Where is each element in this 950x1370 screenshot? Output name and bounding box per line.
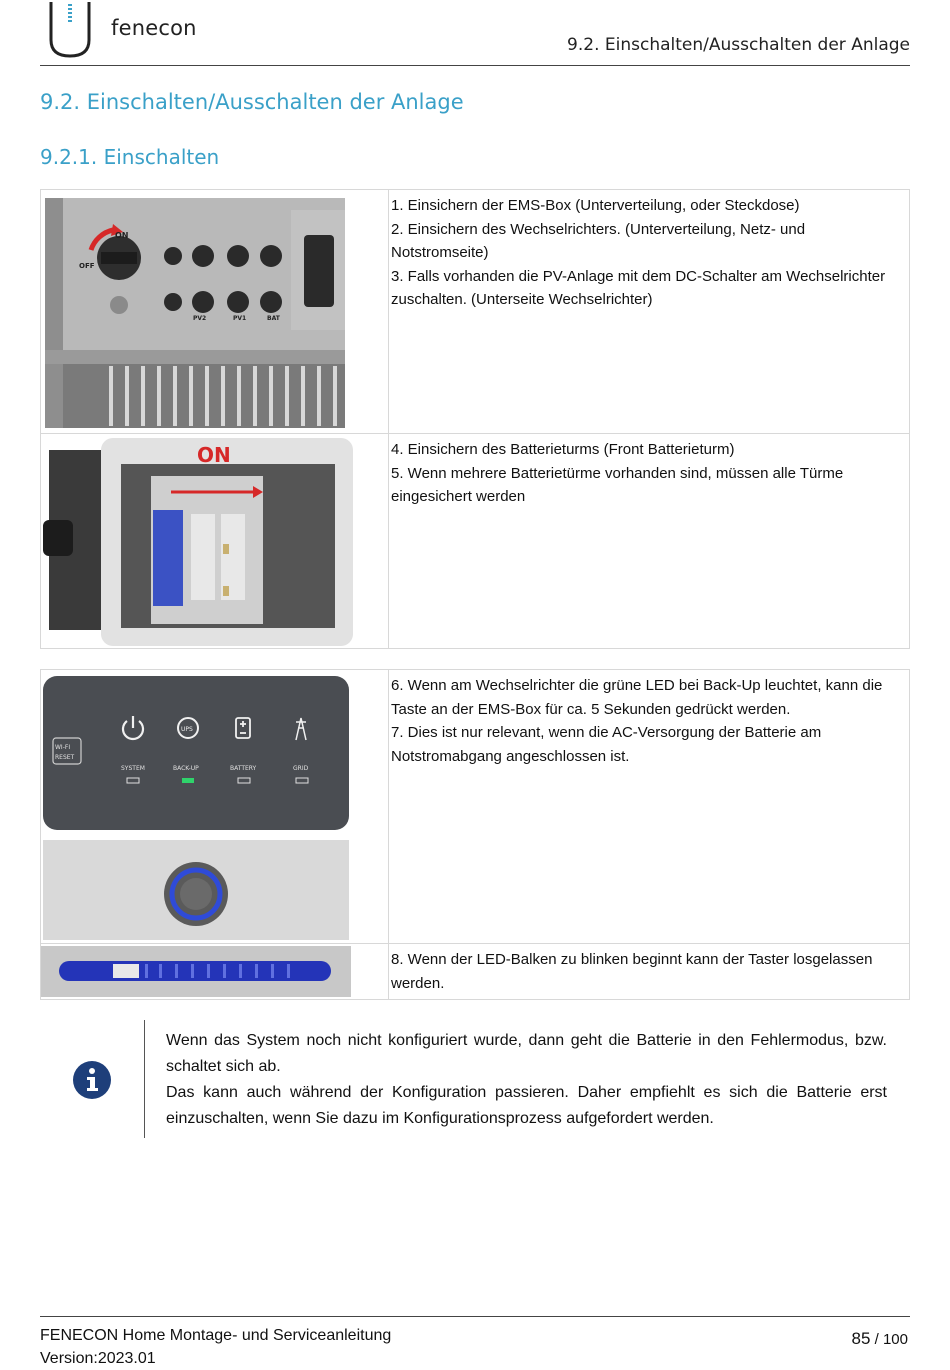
led-bar-image xyxy=(41,944,388,999)
battery-image-cell xyxy=(41,434,389,649)
step-line: 5. Wenn mehrere Batterietürme vorhanden sind, müssen alle Türme xyxy=(391,464,844,482)
note-divider xyxy=(144,1020,145,1138)
step-line: eingesichert werden xyxy=(391,488,526,506)
grid-label: GRID xyxy=(293,765,309,772)
step-line: 7. Dies ist nur relevant, wenn die AC-Versorgung der Batterie am xyxy=(391,724,822,742)
step-line: 3. Falls vorhanden die PV-Anlage mit dem DC-Schalter am Wechselrichter xyxy=(391,267,886,285)
step-line: Notstromseite) xyxy=(391,244,489,262)
step-text-6-7 xyxy=(389,670,910,944)
footer-doc-title: FENECON Home Montage- und Serviceanleitung xyxy=(40,1327,392,1344)
footer-divider xyxy=(40,1316,910,1317)
page-current: 85 xyxy=(851,1329,871,1348)
note-paragraph-2: Das kann auch während der Konfiguration passieren. Daher empfiehlt es sich die Batterie erst einzuschalten, wenn Sie dazu im Konfigurationsprozess aufgefordert werden. xyxy=(166,1084,887,1127)
bat-label: BAT xyxy=(267,315,280,322)
battery-breaker-image xyxy=(41,434,388,648)
panel-image-cell xyxy=(41,670,389,944)
page-number xyxy=(852,1329,908,1349)
ups-label: UPS xyxy=(181,726,193,733)
pv2-label: PV2 xyxy=(193,315,207,322)
note-text xyxy=(166,1028,887,1132)
step-line: 8. Wenn der LED-Balken zu blinken beginnt kann der Taster losgelassen xyxy=(391,951,873,968)
footer-doc-info xyxy=(40,1324,391,1370)
reset-label: RESET xyxy=(55,754,75,761)
step-line: 4. Einsichern des Batterieturms (Front Batterieturm) xyxy=(391,441,735,458)
inverter-image-cell xyxy=(41,190,389,434)
inverter-switch-image xyxy=(41,190,388,433)
step-line: 6. Wenn am Wechselrichter die grüne LED bei Back-Up leuchtet, kann die xyxy=(391,677,883,694)
backup-led-on xyxy=(182,778,194,783)
page-total: 100 xyxy=(882,1331,908,1348)
step-text-8 xyxy=(389,944,910,1000)
pv1-label: PV1 xyxy=(233,315,247,322)
header-divider xyxy=(40,65,910,66)
step-line: Taste an der EMS-Box für ca. 5 Sekunden gedrückt werden. xyxy=(391,700,791,718)
breaker-on-label: ON xyxy=(197,443,231,467)
backup-label: BACK-UP xyxy=(173,765,199,772)
step-text-1-3 xyxy=(389,190,910,434)
step-line: 1. Einsichern der EMS-Box (Unterverteilung, oder Steckdose) xyxy=(391,197,800,214)
steps-table-1 xyxy=(40,189,910,649)
steps-table-2 xyxy=(40,669,910,1000)
switch-on-label: ON xyxy=(115,231,129,240)
step-line: zuschalten. (Unterseite Wechselrichter) xyxy=(391,291,653,309)
note-paragraph-1: Wenn das System noch nicht konfiguriert wurde, dann geht die Batterie in den Fehlermodus, bzw. schaltet sich ab. xyxy=(166,1032,887,1075)
header-section-title: 9.2. Einschalten/Ausschalten der Anlage xyxy=(567,35,910,55)
logo-text: fenecon xyxy=(111,16,197,40)
step-line: Notstromabgang angeschlossen ist. xyxy=(391,747,630,765)
system-label: SYSTEM xyxy=(121,765,145,772)
battery-label: BATTERY xyxy=(230,765,257,772)
step-line: 2. Einsichern des Wechselrichters. (Unterverteilung, Netz- und xyxy=(391,220,806,238)
info-icon xyxy=(72,1060,112,1100)
page-separator: / xyxy=(870,1331,883,1348)
step-text-4-5 xyxy=(389,434,910,649)
wifi-label: WI-FI xyxy=(55,744,71,751)
page-title: 9.2. Einschalten/Ausschalten der Anlage xyxy=(40,90,464,114)
led-bar-image-cell xyxy=(41,944,389,1000)
section-heading: 9.2.1. Einschalten xyxy=(40,145,220,169)
switch-off-label: OFF xyxy=(79,262,95,270)
step-line: werden. xyxy=(391,974,445,992)
footer-version: Version:2023.01 xyxy=(40,1350,156,1367)
inverter-led-panel-image xyxy=(41,670,388,943)
fenecon-logo-icon xyxy=(47,0,93,58)
